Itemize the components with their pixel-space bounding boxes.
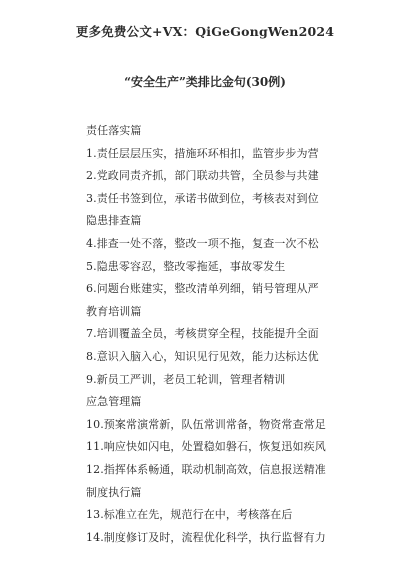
section-heading: 责任落实篇 [86,124,142,137]
text-body [86,120,386,549]
document-title: “安全生产”类排比金句(30例) [124,75,286,89]
text-line: 5.隐患零容忍，整改零拖延，事故零发生 [86,259,286,273]
page-header: 更多免费公文+VX：QiGeGongWen2024 [75,24,335,39]
section-heading: 教育培训篇 [86,304,142,318]
text-line: 2.党政同责齐抓，部门联动共管，全员参与共建 [86,169,319,183]
section-heading: 制度执行篇 [86,485,142,499]
text-line: 11.响应快如闪电，处置稳如磐石，恢复迅如疾风 [86,440,326,454]
text-line: 8.意识入脑入心，知识见行见效，能力达标达优 [86,349,319,363]
text-line: 1.责任层层压实，措施环环相扣，监管步步为营 [86,146,319,160]
text-line: 13.标准立在先，规范行在中，考核落在后 [86,508,293,522]
text-line: 9.新员工严训，老员工轮训，管理者精训 [86,372,286,386]
text-line: 3.责任书签到位，承诺书做到位，考核表对到位 [86,191,319,205]
text-line: 4.排查一处不落，整改一项不拖，复查一次不松 [86,236,319,250]
text-line: 7.培训覆盖全员，考核贯穿全程，技能提升全面 [86,327,319,341]
text-line: 14.制度修订及时，流程优化科学，执行监督有力 [86,530,326,544]
text-line: 6.问题台账建实，整改清单列细，销号管理从严 [86,282,319,296]
text-line: 10.预案常演常新，队伍常训常备，物资常查常足 [86,417,326,431]
section-heading: 隐患排查篇 [86,214,142,228]
text-line: 12.指挥体系畅通，联动机制高效，信息报送精准 [86,462,326,476]
section-heading: 应急管理篇 [86,395,142,409]
